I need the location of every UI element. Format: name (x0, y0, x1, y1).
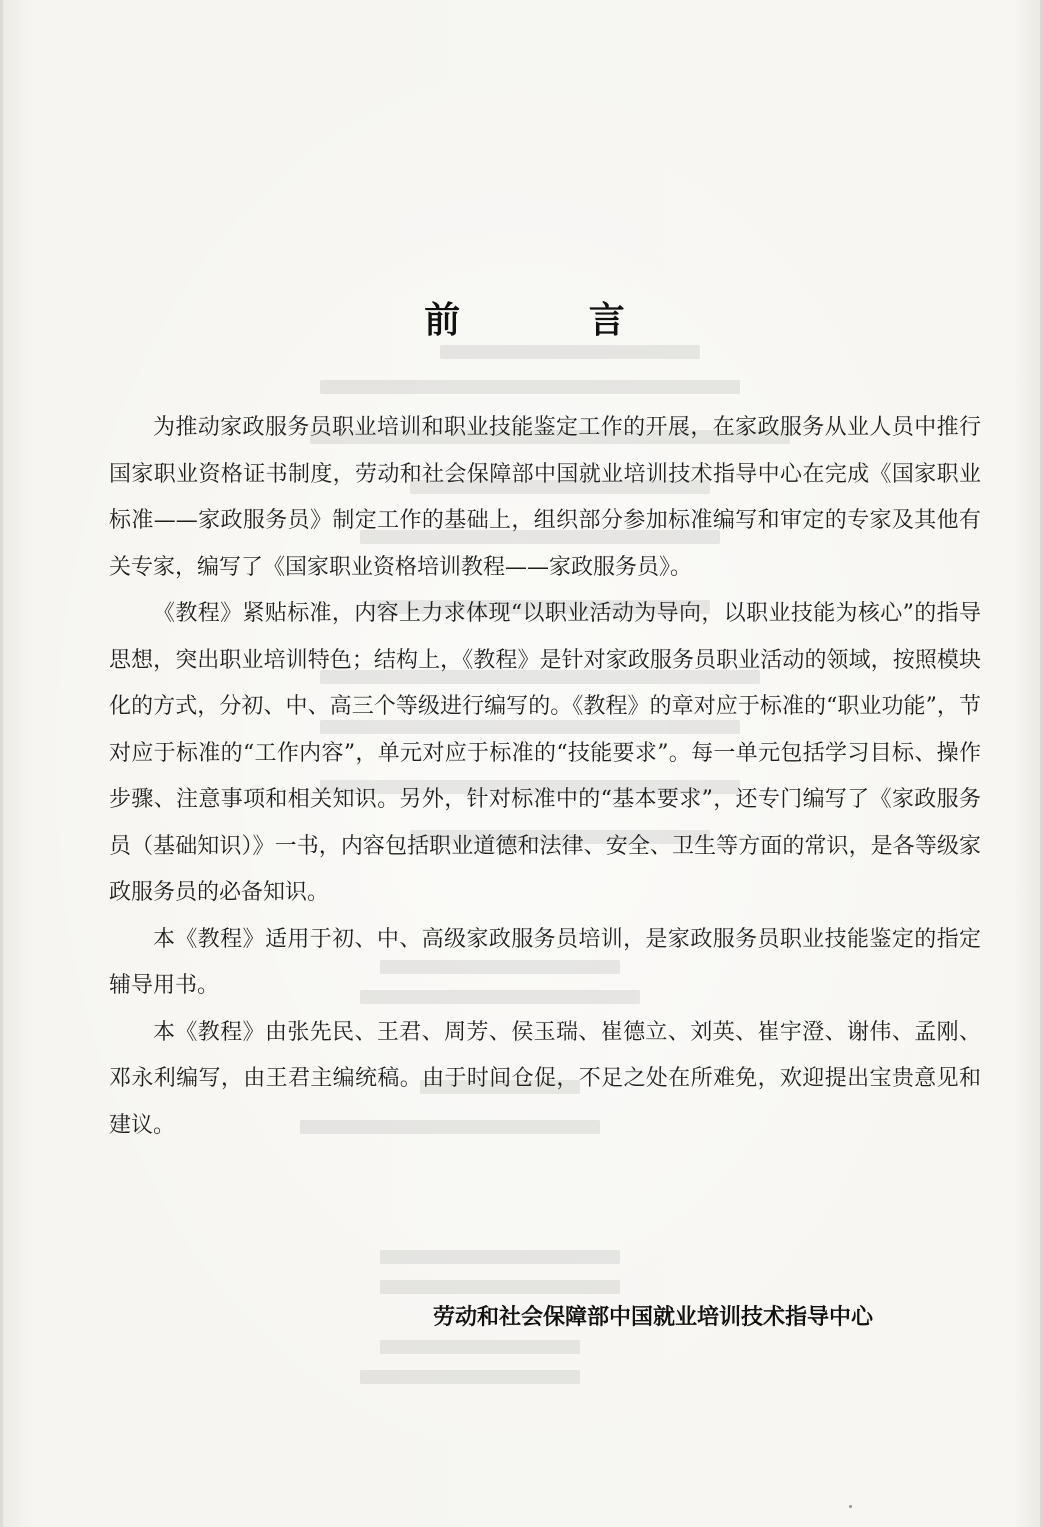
page-title: 前 言 (424, 300, 683, 341)
paragraph-4: 本《教程》由张先民、王君、周芳、侯玉瑞、崔德立、刘英、崔宇澄、谢伟、孟刚、邓永利编写，由王君主编统稿。由于时间仓促，不足之处在所难免，欢迎提出宝贵意见和建议。 (109, 1019, 981, 1138)
paragraph-1: 为推动家政服务员职业培训和职业技能鉴定工作的开展，在家政服务从业人员中推行国家职业资格证书制度，劳动和社会保障部中国就业培训技术指导中心在完成《国家职业标准——家政服务员》制定工作的基础上，组织部分参加标准编写和审定的专家及其他有关专家，编写了《国家职业资格培训教程——家政服务员》。 (109, 415, 981, 580)
preface-body (109, 405, 981, 1149)
signature: 劳动和社会保障部中国就业培训技术指导中心 (433, 1305, 874, 1330)
paragraph-2: 《教程》紧贴标准，内容上力求体现“以职业活动为导向，以职业技能为核心”的指导思想，突出职业培训特色；结构上，《教程》是针对家政服务员职业活动的领域，按照模块化的方式，分初、中、高三个等级进行编写的。《教程》的章对应于标准的“职业功能”，节对应于标准的“工作内容”，单元对应于标准的“技能要求”。每一单元包括学习目标、操作步骤、注意事项和相关知识。另外，针对标准中的“基本要求”，还专门编写了《家政服务员（基础知识）》一书，内容包括职业道德和法律、安全、卫生等方面的常识，是各等级家政服务员的必备知识。 (109, 601, 981, 905)
paper-speck (849, 1505, 852, 1508)
paragraph-3: 本《教程》适用于初、中、高级家政服务员培训，是家政服务员职业技能鉴定的指定辅导用书。 (109, 926, 981, 998)
